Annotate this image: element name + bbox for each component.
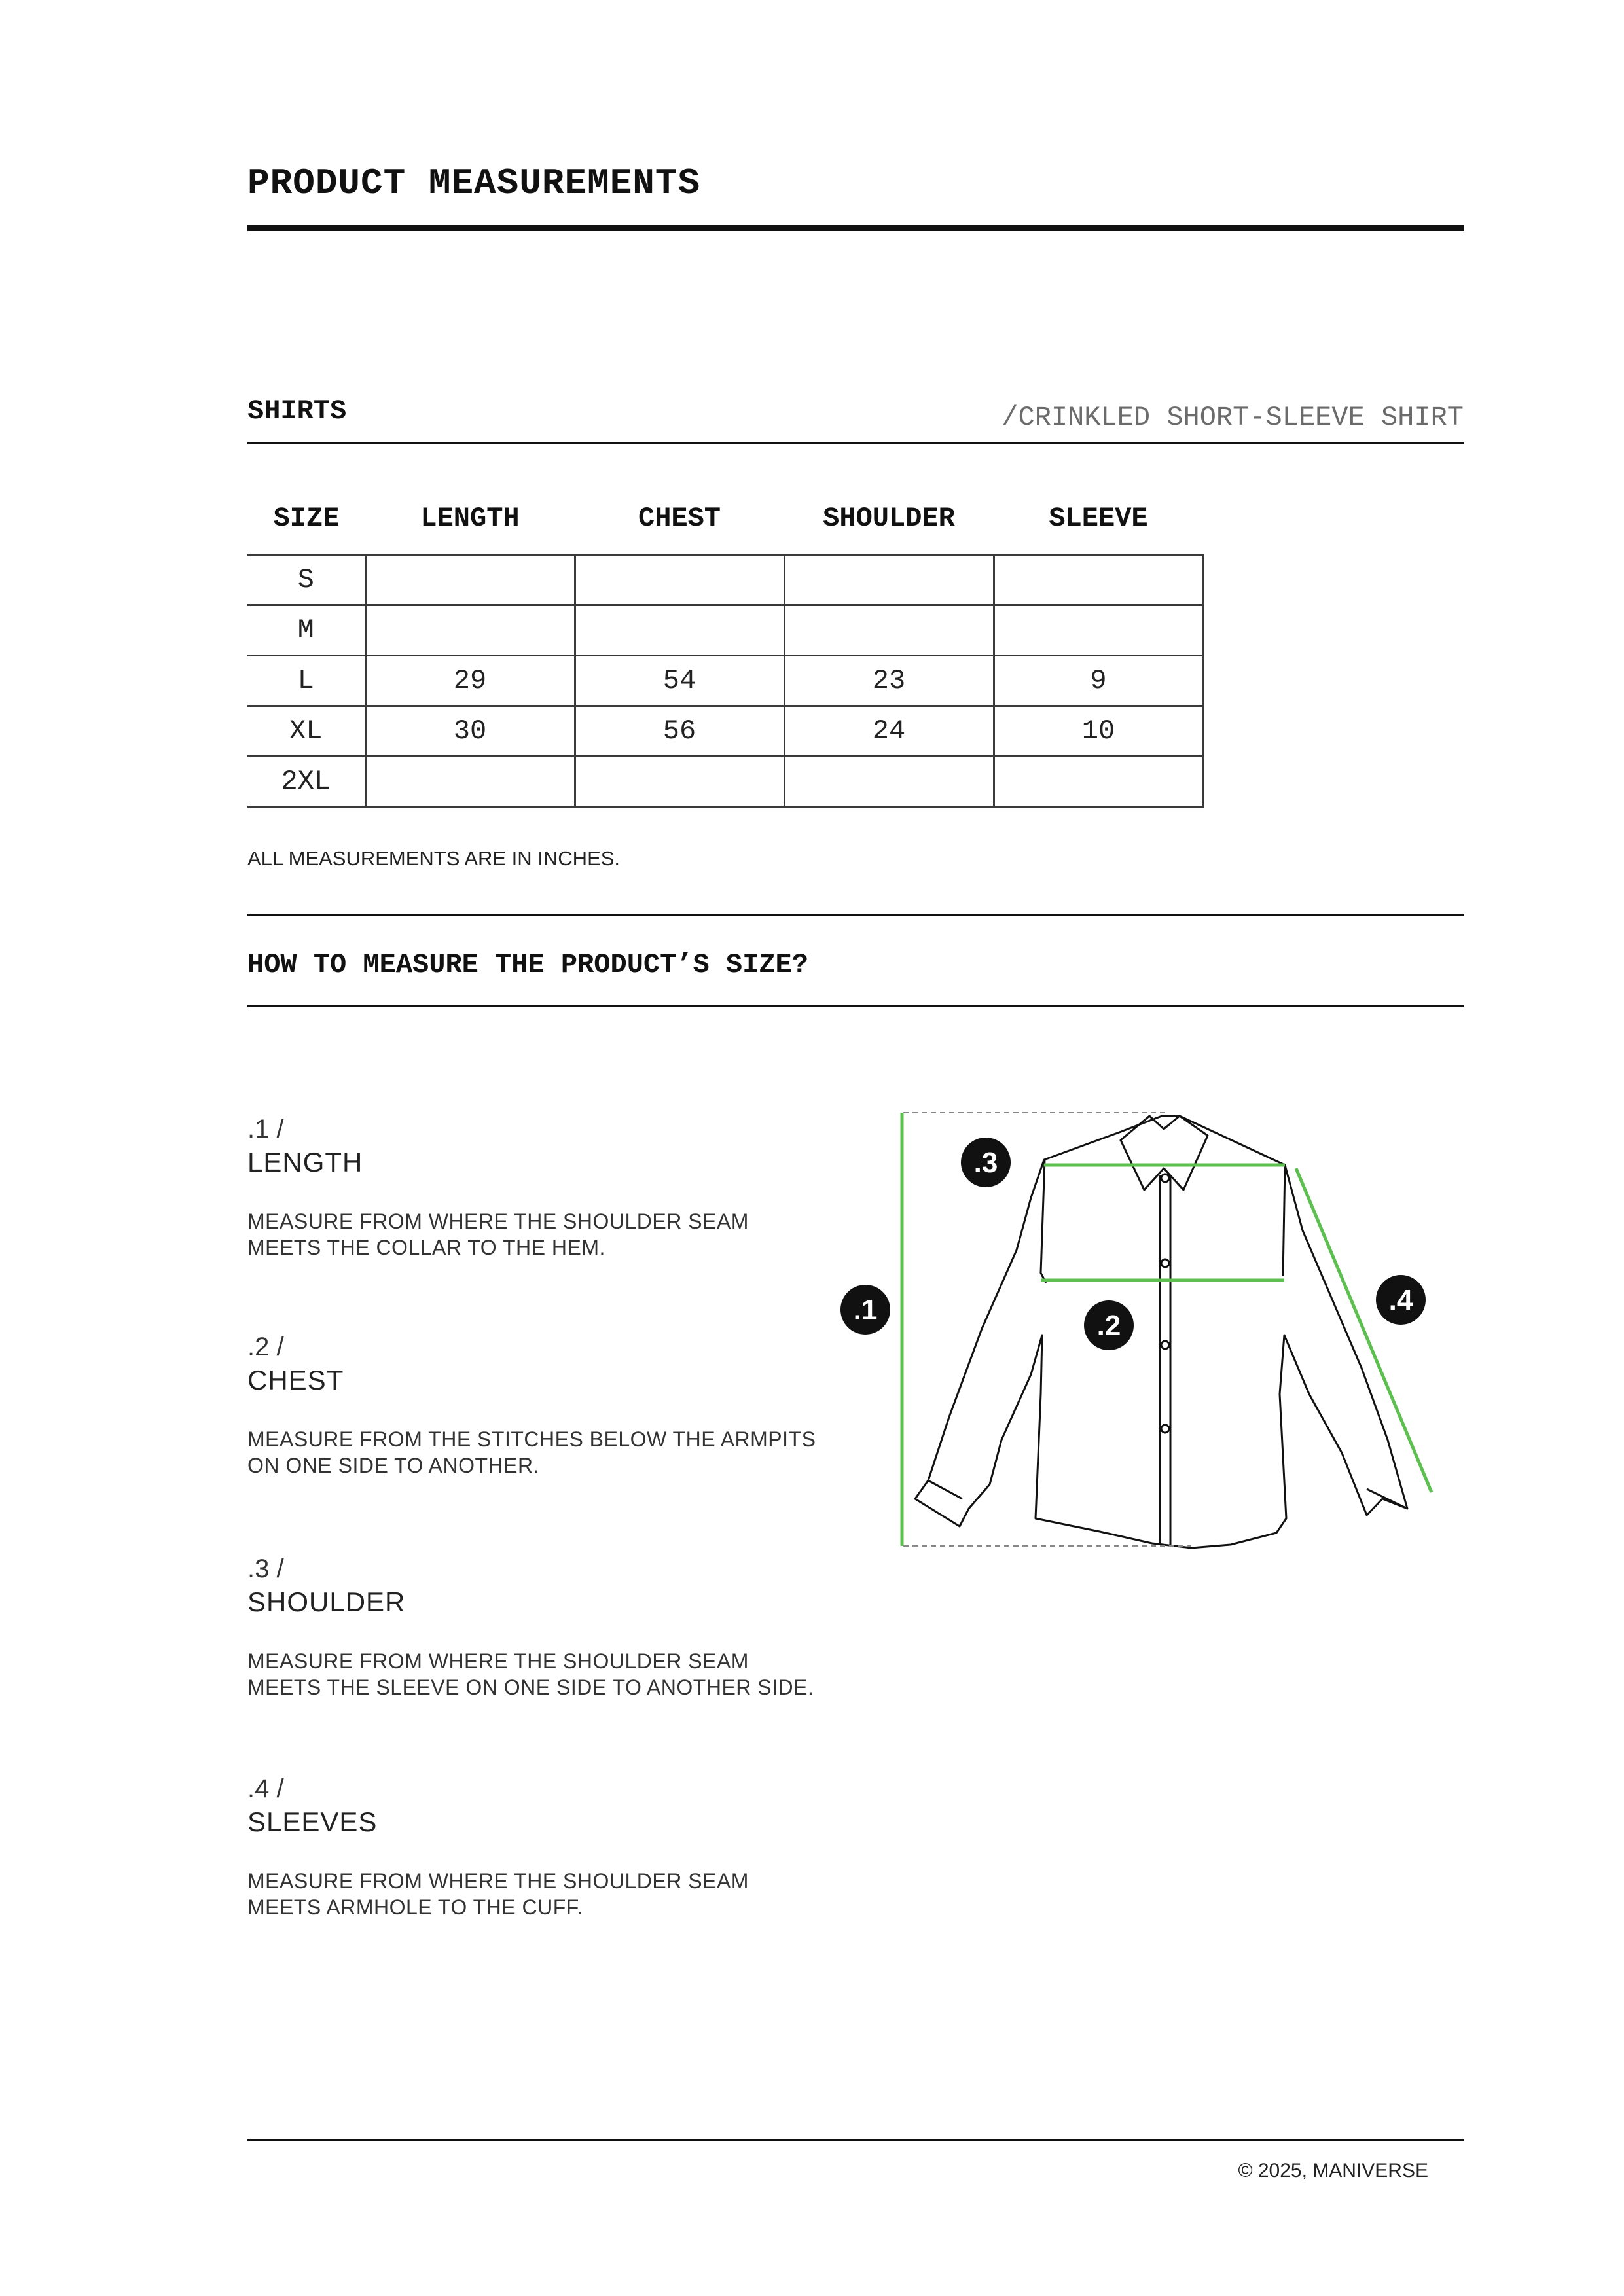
table-row [247, 706, 1203, 757]
howto-bottom-divider [247, 1005, 1464, 1007]
howto-top-divider [247, 914, 1464, 916]
product-name: /CRINKLED SHORT-SLEEVE SHIRT [1001, 402, 1464, 433]
howto-title: HOW TO MEASURE THE PRODUCT’S SIZE? [247, 949, 808, 980]
step-description: MEASURE FROM THE STITCHES BELOW THE ARMPITS ON ONE SIDE TO ANOTHER. [247, 1427, 816, 1477]
copyright: © 2025, MANIVERSE [1238, 2160, 1428, 2181]
length-cell [365, 605, 575, 656]
chest-cell [575, 757, 784, 807]
shoulder-cell: 24 [784, 706, 994, 757]
sleeve-cell: 10 [994, 706, 1203, 757]
section-divider [247, 442, 1464, 444]
step-number: .4 / [247, 1774, 284, 1803]
header-chest: CHEST [638, 503, 721, 534]
chest-cell: 56 [575, 706, 784, 757]
units-note: ALL MEASUREMENTS ARE IN INCHES. [247, 847, 621, 870]
shoulder-cell [784, 555, 994, 605]
chest-cell: 54 [575, 656, 784, 706]
marker-label: .3 [973, 1147, 998, 1179]
step-sleeves [247, 1772, 823, 1920]
step-number: .1 / [247, 1115, 284, 1143]
header-size: SIZE [273, 503, 340, 534]
size-cell: 2XL [247, 757, 365, 807]
step-description: MEASURE FROM WHERE THE SHOULDER SEAM MEETS THE COLLAR TO THE HEM. [247, 1210, 749, 1259]
marker-length [840, 1285, 890, 1335]
shoulder-cell [784, 605, 994, 656]
shoulder-cell [784, 757, 994, 807]
table-row [247, 555, 1203, 605]
header-length: LENGTH [420, 503, 520, 534]
size-table [247, 554, 1204, 808]
sleeve-cell [994, 757, 1203, 807]
step-chest [247, 1331, 823, 1479]
shirt-measurement-diagram [812, 1086, 1466, 1571]
step-length [247, 1113, 823, 1261]
table-row [247, 656, 1203, 706]
step-number: .3 / [247, 1554, 284, 1583]
marker-chest [1084, 1300, 1134, 1350]
sleeve-cell: 9 [994, 656, 1203, 706]
length-cell: 30 [365, 706, 575, 757]
size-cell: XL [247, 706, 365, 757]
step-description: MEASURE FROM WHERE THE SHOULDER SEAM MEETS ARMHOLE TO THE CUFF. [247, 1869, 749, 1919]
length-cell [365, 757, 575, 807]
step-description: MEASURE FROM WHERE THE SHOULDER SEAM MEETS THE SLEEVE ON ONE SIDE TO ANOTHER SIDE. [247, 1649, 814, 1699]
sleeve-cell [994, 605, 1203, 656]
sleeve-cell [994, 555, 1203, 605]
table-row [247, 605, 1203, 656]
length-cell: 29 [365, 656, 575, 706]
step-name: CHEST [247, 1365, 344, 1395]
marker-label: .1 [853, 1294, 878, 1326]
shoulder-cell: 23 [784, 656, 994, 706]
size-cell: L [247, 656, 365, 706]
marker-label: .4 [1388, 1284, 1413, 1316]
size-cell: S [247, 555, 365, 605]
size-cell: M [247, 605, 365, 656]
step-number: .2 / [247, 1333, 284, 1361]
marker-label: .2 [1096, 1310, 1121, 1342]
chest-cell [575, 605, 784, 656]
marker-shoulder [961, 1138, 1011, 1187]
chest-cell [575, 555, 784, 605]
step-shoulder [247, 1552, 823, 1700]
step-name: SHOULDER [247, 1587, 406, 1617]
step-name: LENGTH [247, 1147, 363, 1177]
guide-lines [903, 1113, 1191, 1546]
section-title: SHIRTS [247, 395, 347, 427]
step-name: SLEEVES [247, 1806, 378, 1837]
footer-divider [247, 2139, 1464, 2141]
length-cell [365, 555, 575, 605]
page-title: PRODUCT MEASUREMENTS [247, 162, 701, 204]
header-shoulder: SHOULDER [823, 503, 955, 534]
header-sleeve: SLEEVE [1049, 503, 1148, 534]
table-row [247, 757, 1203, 807]
marker-sleeves [1376, 1275, 1426, 1325]
title-divider [247, 225, 1464, 231]
